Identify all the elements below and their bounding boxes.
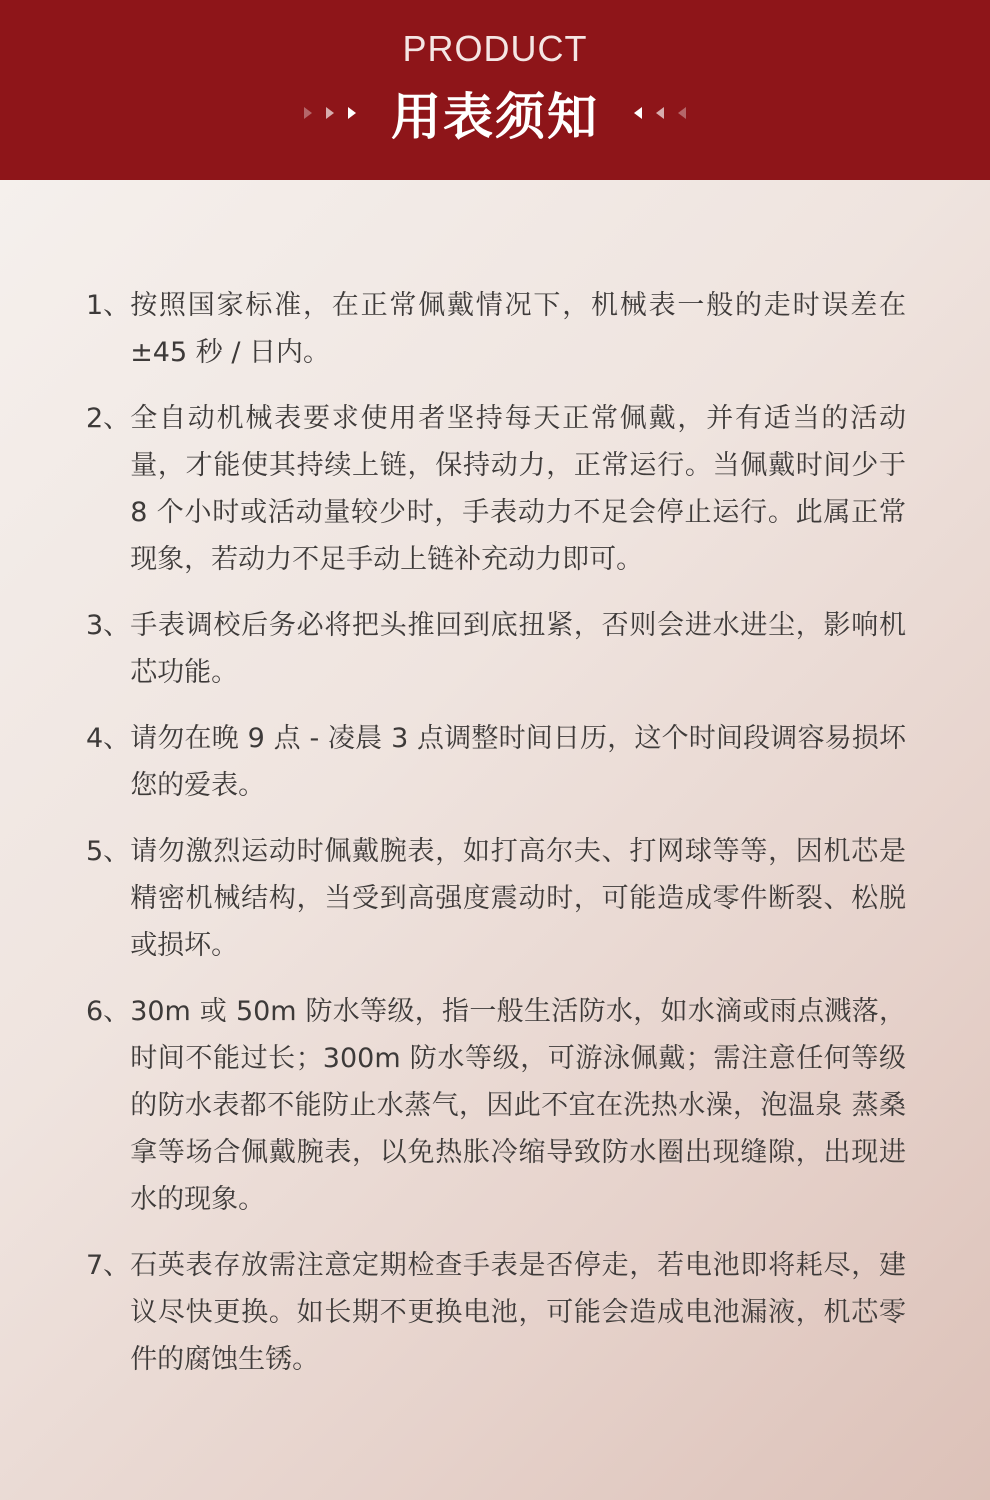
item-text: 全自动机械表要求使用者坚持每天正常佩戴，并有适当的活动量，才能使其持续上链，保持动力，正常运行。当佩戴时间少于 8 个小时或活动量较少时，手表动力不足会停止运行。此属正常现象，若动力不足手动上链补充动力即可。	[130, 403, 906, 575]
list-item	[86, 395, 906, 583]
header-title-row	[0, 80, 990, 146]
item-number: 2、	[86, 403, 131, 434]
instructions-list	[86, 282, 906, 1402]
item-number: 1、	[86, 290, 131, 321]
list-item	[86, 1242, 906, 1383]
list-item	[86, 988, 906, 1223]
item-number: 3、	[86, 610, 131, 641]
item-text: 30m 或 50m 防水等级，指一般生活防水，如水滴或雨点溅落，时间不能过长；300m 防水等级，可游泳佩戴；需注意任何等级的防水表都不能防止水蒸气，因此不宜在洗热水澡，泡温泉 蒸桑拿等场合佩戴腕表，以免热胀冷缩导致防水圈出现缝隙，出现进水的现象。	[130, 996, 906, 1215]
page-title: 用表须知	[391, 88, 599, 146]
triangle-right-icon	[326, 107, 334, 119]
item-number: 4、	[86, 723, 131, 754]
item-number: 5、	[86, 836, 131, 867]
triangle-left-icon	[656, 107, 664, 119]
triangle-right-icon	[348, 107, 356, 119]
list-item	[86, 828, 906, 969]
triangle-arrows-left-icon	[627, 107, 693, 119]
item-text: 请勿激烈运动时佩戴腕表，如打高尔夫、打网球等等，因机芯是精密机械结构，当受到高强度震动时，可能造成零件断裂、松脱或损坏。	[130, 836, 906, 961]
item-text: 石英表存放需注意定期检查手表是否停走，若电池即将耗尽，建议尽快更换。如长期不更换电池，可能会造成电池漏液，机芯零件的腐蚀生锈。	[130, 1250, 906, 1375]
item-text: 按照国家标准，在正常佩戴情况下，机械表一般的走时误差在 ±45 秒 / 日内。	[130, 290, 906, 368]
list-item	[86, 715, 906, 809]
item-number: 7、	[86, 1250, 131, 1281]
item-number: 6、	[86, 996, 131, 1027]
list-item	[86, 282, 906, 376]
triangle-left-icon	[678, 107, 686, 119]
triangle-right-icon	[304, 107, 312, 119]
item-text: 请勿在晚 9 点 - 凌晨 3 点调整时间日历，这个时间段调容易损坏您的爱表。	[130, 723, 906, 801]
triangle-arrows-right-icon	[297, 107, 363, 119]
header-banner	[0, 0, 990, 180]
list-item	[86, 602, 906, 696]
triangle-left-icon	[634, 107, 642, 119]
item-text: 手表调校后务必将把头推回到底扭紧，否则会进水进尘，影响机芯功能。	[130, 610, 906, 688]
header-subtitle: PRODUCT	[402, 28, 588, 69]
